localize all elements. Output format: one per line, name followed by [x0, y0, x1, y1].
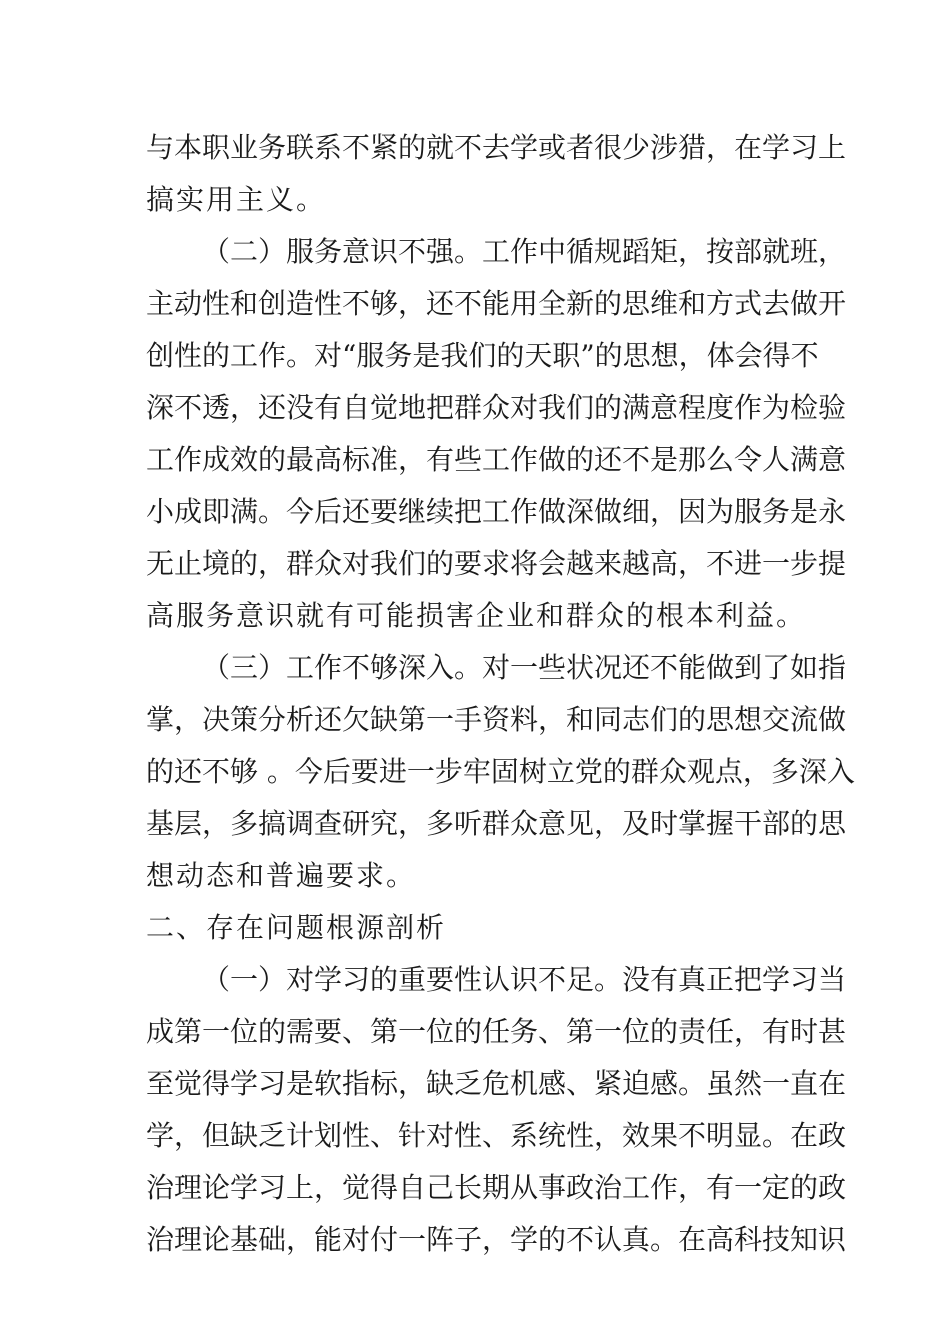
text-line-3: （二）服务意识不强。工作中循规蹈矩，按部就班， — [202, 235, 847, 268]
text-line-12: 掌，决策分析还欠缺第一手资料，和同志们的思想交流做 — [146, 703, 847, 736]
text-line-20: 学，但缺乏计划性、针对性、系统性，效果不明显。在政 — [146, 1119, 847, 1152]
text-line-6: 深不透，还没有自觉地把群众对我们的满意程度作为检验 — [146, 391, 847, 424]
section-heading: 二、存在问题根源剖析 — [146, 911, 447, 944]
text-line-5: 创性的工作。对“服务是我们的天职”的思想，体会得不 — [146, 339, 819, 372]
text-line-1: 与本职业务联系不紧的就不去学或者很少涉猎，在学习上 — [146, 131, 847, 164]
text-line-2: 搞实用主义。 — [146, 183, 327, 216]
text-line-22: 治理论基础，能对付一阵子，学的不认真。在高科技知识 — [146, 1223, 847, 1256]
text-line-18: 成第一位的需要、第一位的任务、第一位的责任，有时甚 — [146, 1015, 847, 1048]
text-line-9: 无止境的，群众对我们的要求将会越来越高，不进一步提 — [146, 547, 847, 580]
text-line-4: 主动性和创造性不够，还不能用全新的思维和方式去做开 — [146, 287, 847, 320]
text-line-19: 至觉得学习是软指标，缺乏危机感、紧迫感。虽然一直在 — [146, 1067, 847, 1100]
text-line-14: 基层，多搞调查研究，多听群众意见，及时掌握干部的思 — [146, 807, 847, 840]
text-line-7: 工作成效的最高标准，有些工作做的还不是那么令人满意 — [146, 443, 847, 476]
text-line-10: 高服务意识就有可能损害企业和群众的根本利益。 — [146, 599, 807, 632]
text-line-17: （一）对学习的重要性认识不足。没有真正把学习当 — [202, 963, 847, 996]
text-line-8: 小成即满。今后还要继续把工作做深做细，因为服务是永 — [146, 495, 847, 528]
text-line-21: 治理论学习上，觉得自己长期从事政治工作，有一定的政 — [146, 1171, 847, 1204]
text-line-11: （三）工作不够深入。对一些状况还不能做到了如指 — [202, 651, 847, 684]
text-line-13: 的还不够 。今后要进一步牢固树立党的群众观点，多深入 — [146, 755, 855, 788]
text-line-15: 想动态和普遍要求。 — [146, 859, 417, 892]
